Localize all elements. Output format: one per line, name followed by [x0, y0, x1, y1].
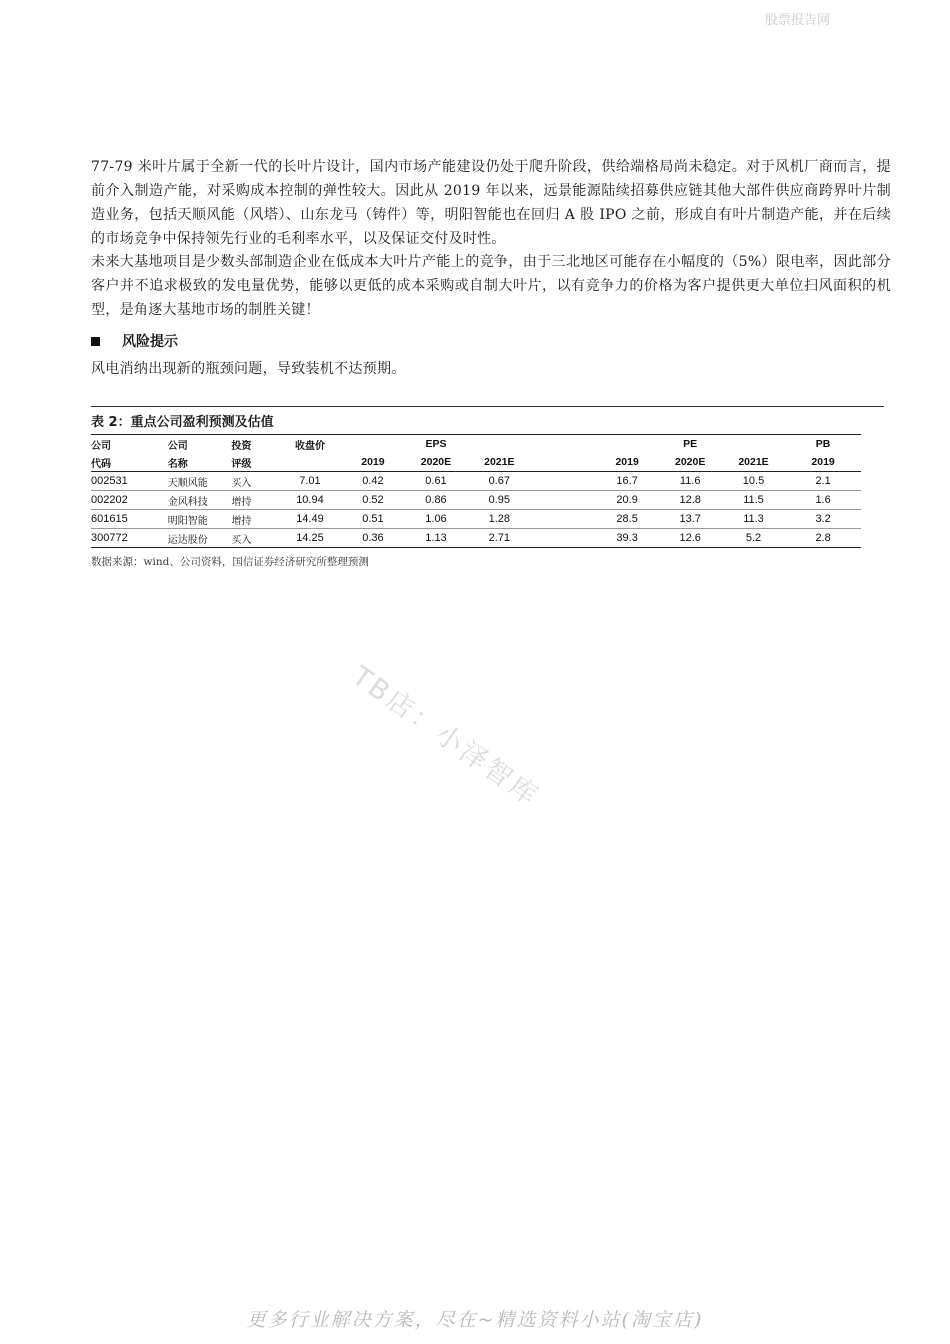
risk-text: 风电消纳出现新的瓶颈问题，导致装机不达预期。	[91, 361, 406, 377]
cell-pe-2020e: 13.7	[659, 510, 722, 529]
cell-eps-2020e: 0.86	[404, 491, 467, 510]
cell-eps-2020e: 1.13	[404, 529, 467, 548]
cell-price: 10.94	[278, 491, 341, 510]
cell-pe-2021e: 11.3	[722, 510, 785, 529]
header-pe: PE	[659, 435, 722, 454]
cell-price: 14.25	[278, 529, 341, 548]
cell-rating: 增持	[231, 491, 278, 510]
cell-code: 601615	[91, 510, 168, 529]
header-code: 公司	[91, 435, 168, 454]
cell-pe-2019: 16.7	[596, 472, 659, 491]
cell-price: 14.49	[278, 510, 341, 529]
table-row	[91, 529, 861, 548]
header-code-2: 代码	[91, 453, 168, 472]
cell-eps-2021e: 1.28	[468, 510, 531, 529]
risk-heading	[91, 331, 178, 351]
header-name: 公司	[168, 435, 232, 454]
cell-name: 天顺风能	[168, 472, 232, 491]
cell-code: 002202	[91, 491, 168, 510]
cell-eps-2021e: 2.71	[468, 529, 531, 548]
header-eps-year-3: 2021E	[468, 453, 531, 472]
cell-pb-2019: 1.6	[785, 491, 861, 510]
cell-name: 明阳智能	[168, 510, 232, 529]
cell-pe-2019: 28.5	[596, 510, 659, 529]
cell-eps-2019: 0.42	[342, 472, 405, 491]
cell-rating: 买入	[231, 472, 278, 491]
cell-eps-2020e: 1.06	[404, 510, 467, 529]
square-bullet-icon	[91, 337, 100, 346]
cell-eps-2021e: 0.95	[468, 491, 531, 510]
cell-name: 金风科技	[168, 491, 232, 510]
cell-eps-2019: 0.51	[342, 510, 405, 529]
header-pe-year-3: 2021E	[722, 453, 785, 472]
header-eps-year-1: 2019	[342, 453, 405, 472]
cell-pe-2020e: 11.6	[659, 472, 722, 491]
footer-advert: 更多行业解决方案，尽在~精选资料小站(淘宝店)	[246, 1309, 704, 1331]
cell-eps-2019: 0.36	[342, 529, 405, 548]
cell-pb-2019: 3.2	[785, 510, 861, 529]
cell-pe-2021e: 11.5	[722, 491, 785, 510]
header-eps-year-2: 2020E	[404, 453, 467, 472]
body-paragraph-1: 77-79 米叶片属于全新一代的长叶片设计，国内市场产能建设仍处于爬升阶段，供给端格局尚未稳定。对于风机厂商而言，提前介入制造产能，对采购成本控制的弹性较大。因此从 2019 年以来，远景能源陆续招募供应链其他大部件供应商跨界叶片制造业务，包括天顺风能（风塔）、山东龙马（铸件）等，明阳智能也在回归 A 股 IPO 之前，形成自有叶片制造产能，并在后续的市场竞争中保持领先行业的毛利率水平，以及保证交付及时性。	[91, 159, 891, 247]
header-pe-year-2: 2020E	[659, 453, 722, 472]
header-rating: 投资	[231, 435, 278, 454]
table-row	[91, 491, 861, 510]
header-name-2: 名称	[168, 453, 232, 472]
header-eps: EPS	[404, 435, 467, 454]
header-rating-2: 评级	[231, 453, 278, 472]
diagonal-watermark: TB店：小泽智库	[346, 660, 546, 813]
table-header-row-1	[91, 435, 861, 454]
cell-pe-2021e: 10.5	[722, 472, 785, 491]
cell-price: 7.01	[278, 472, 341, 491]
cell-eps-2019: 0.52	[342, 491, 405, 510]
cell-code: 300772	[91, 529, 168, 548]
header-pe-year-1: 2019	[596, 453, 659, 472]
cell-pe-2020e: 12.6	[659, 529, 722, 548]
header-price: 收盘价	[278, 435, 341, 454]
cell-eps-2021e: 0.67	[468, 472, 531, 491]
table-title: 表 2：重点公司盈利预测及估值	[91, 415, 274, 430]
table-source-note: 数据来源：wind、公司资料，国信证券经济研究所整理预测	[91, 556, 369, 568]
cell-rating: 买入	[231, 529, 278, 548]
body-paragraph-2: 未来大基地项目是少数头部制造企业在低成本大叶片产能上的竞争，由于三北地区可能存在小幅度的（5%）限电率，因此部分客户并不追求极致的发电量优势，能够以更低的成本采购或自制大叶片，以有竞争力的价格为客户提供更大单位扫风面积的机型，是角逐大基地市场的制胜关键！	[91, 254, 891, 318]
cell-code: 002531	[91, 472, 168, 491]
table-top-rule	[91, 406, 884, 407]
valuation-table	[91, 434, 861, 548]
cell-pb-2019: 2.1	[785, 472, 861, 491]
cell-pe-2019: 20.9	[596, 491, 659, 510]
table-row	[91, 510, 861, 529]
cell-pb-2019: 2.8	[785, 529, 861, 548]
header-pb: PB	[785, 435, 861, 454]
cell-pe-2019: 39.3	[596, 529, 659, 548]
cell-pe-2020e: 12.8	[659, 491, 722, 510]
cell-eps-2020e: 0.61	[404, 472, 467, 491]
risk-heading-text: 风险提示	[122, 334, 178, 350]
table-row	[91, 472, 861, 491]
header-watermark: 股票报告网	[764, 13, 830, 28]
cell-rating: 增持	[231, 510, 278, 529]
table-header-row-2	[91, 453, 861, 472]
cell-name: 运达股份	[168, 529, 232, 548]
cell-pe-2021e: 5.2	[722, 529, 785, 548]
header-pb-year: 2019	[785, 453, 861, 472]
